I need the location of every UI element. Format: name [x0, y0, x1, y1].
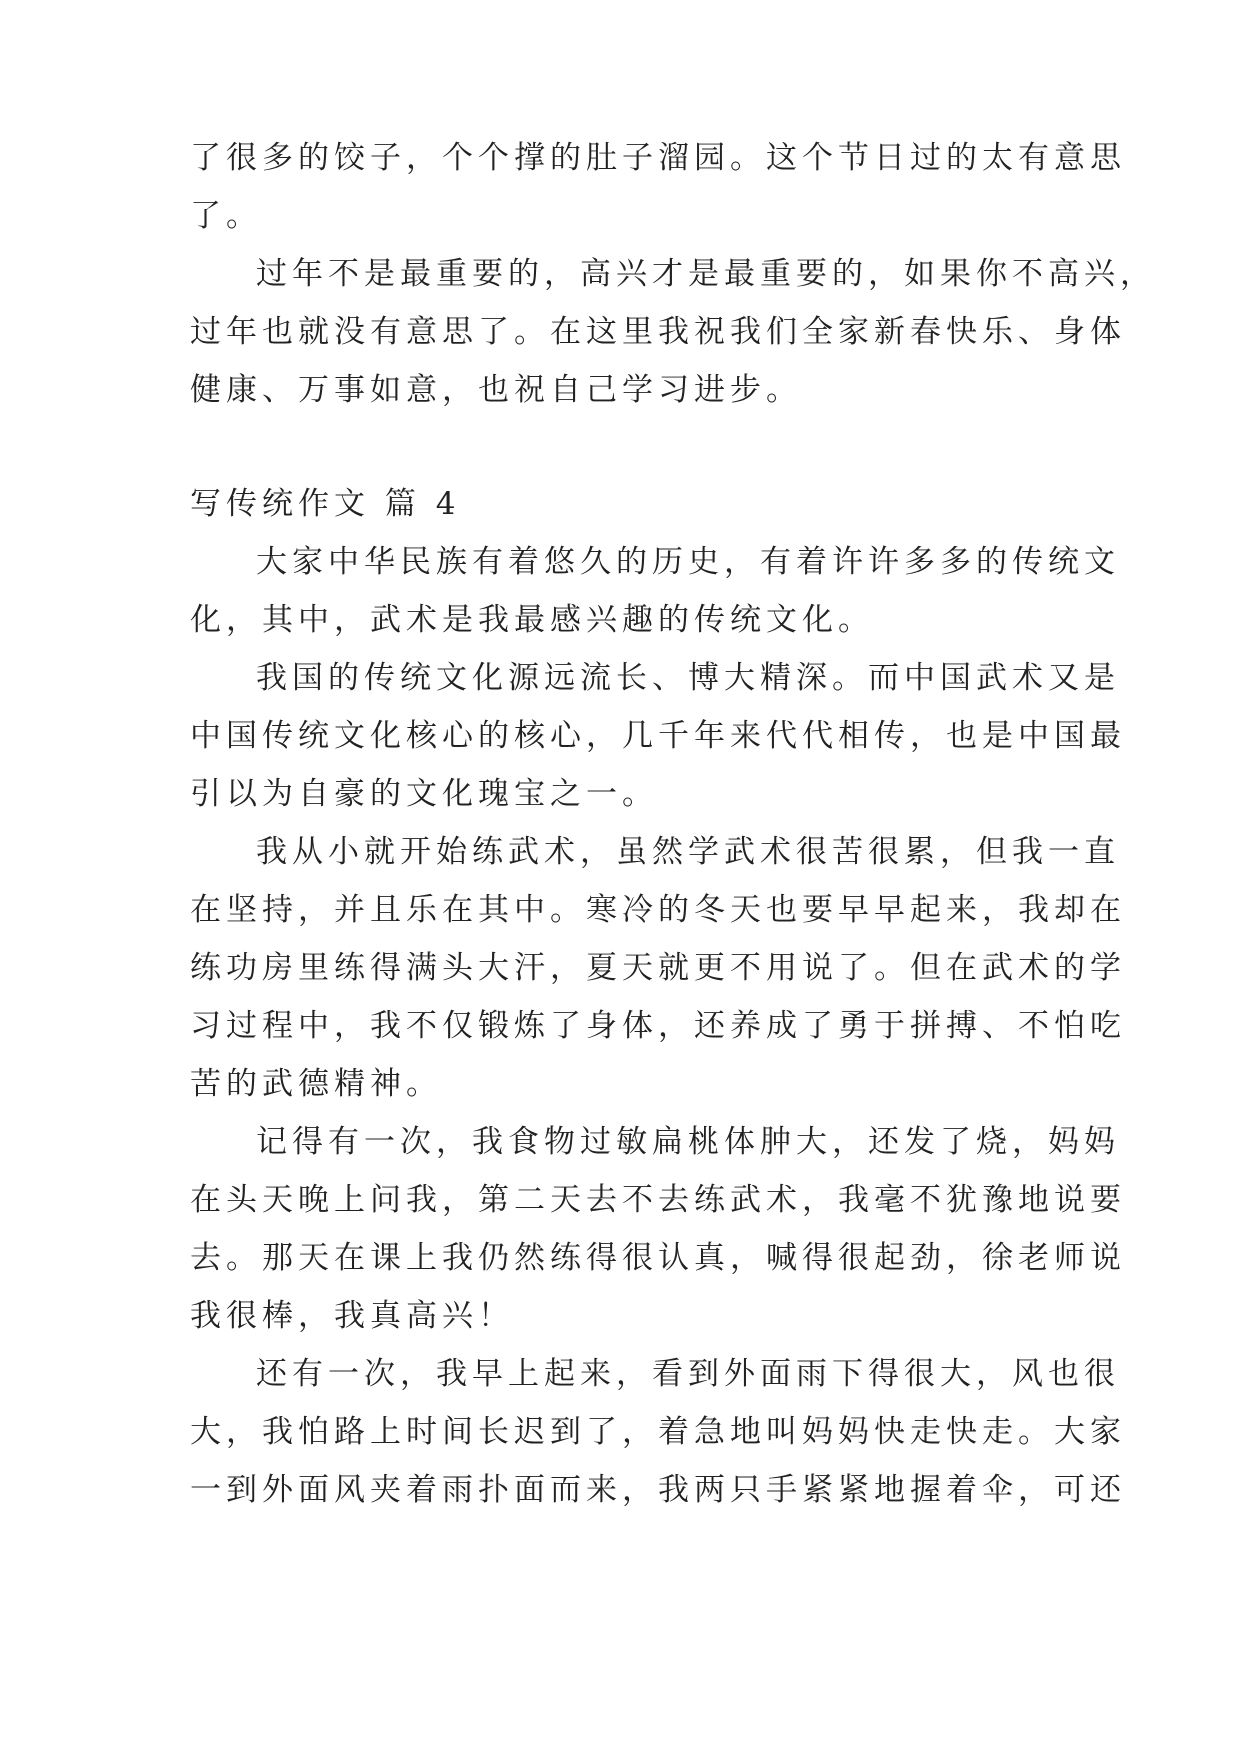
text-line: 过年也就没有意思了。在这里我祝我们全家新春快乐、身体 — [190, 314, 1126, 350]
text-line: 中国传统文化核心的核心，几千年来代代相传，也是中国最 — [190, 718, 1126, 754]
line-wrapper — [190, 1345, 1120, 1403]
line-wrapper — [190, 361, 1052, 419]
section-heading: 写传统作文 篇 4 — [190, 486, 461, 522]
text-line: 引以为自豪的文化瑰宝之一。 — [190, 776, 658, 812]
line-wrapper — [190, 129, 1126, 187]
text-line: 去。那天在课上我仍然练得很认真，喊得很起劲，徐老师说 — [190, 1240, 1126, 1276]
line-wrapper — [190, 1171, 1126, 1229]
text-line: 过年不是最重要的，高兴才是最重要的，如果你不高兴， — [256, 256, 1156, 292]
text-line: 苦的武德精神。 — [190, 1066, 442, 1102]
line-wrapper — [190, 939, 1126, 997]
text-line: 记得有一次，我食物过敏扁桃体肿大，还发了烧，妈妈 — [256, 1124, 1120, 1160]
line-wrapper — [190, 475, 1052, 533]
text-line: 在坚持，并且乐在其中。寒冷的冬天也要早早起来，我却在 — [190, 892, 1126, 928]
text-line: 了。 — [190, 198, 262, 234]
text-line: 还有一次，我早上起来，看到外面雨下得很大，风也很 — [256, 1356, 1120, 1392]
text-line: 我国的传统文化源远流长、博大精深。而中国武术又是 — [256, 660, 1120, 696]
text-line: 我很棒，我真高兴！ — [190, 1298, 514, 1334]
line-wrapper — [190, 1461, 1126, 1519]
line-wrapper — [190, 1113, 1120, 1171]
text-line: 在头天晚上问我，第二天去不去练武术，我毫不犹豫地说要 — [190, 1182, 1126, 1218]
text-line: 习过程中，我不仅锻炼了身体，还养成了勇于拼搏、不怕吃 — [190, 1008, 1126, 1044]
line-wrapper — [190, 1287, 1052, 1345]
text-line: 一到外面风夹着雨扑面而来，我两只手紧紧地握着伞，可还 — [190, 1472, 1126, 1508]
line-wrapper — [190, 1229, 1126, 1287]
text-line: 化，其中，武术是我最感兴趣的传统文化。 — [190, 602, 874, 638]
text-line: 健康、万事如意，也祝自己学习进步。 — [190, 372, 802, 408]
line-wrapper — [190, 823, 1120, 881]
line-wrapper — [190, 707, 1126, 765]
line-wrapper — [190, 187, 1052, 245]
line-wrapper — [190, 245, 1156, 303]
line-wrapper — [190, 303, 1126, 361]
line-wrapper — [190, 997, 1126, 1055]
text-line: 大家中华民族有着悠久的历史，有着许许多多的传统文 — [256, 544, 1120, 580]
text-line: 练功房里练得满头大汗，夏天就更不用说了。但在武术的学 — [190, 950, 1126, 986]
text-line: 大，我怕路上时间长迟到了，着急地叫妈妈快走快走。大家 — [190, 1414, 1126, 1450]
text-line: 我从小就开始练武术，虽然学武术很苦很累，但我一直 — [256, 834, 1120, 870]
line-wrapper — [190, 1055, 1052, 1113]
text-line: 了很多的饺子，个个撑的肚子溜园。这个节日过的太有意思 — [190, 140, 1126, 176]
line-wrapper — [190, 1403, 1126, 1461]
line-wrapper — [190, 533, 1120, 591]
line-wrapper — [190, 765, 1052, 823]
line-wrapper — [190, 649, 1120, 707]
line-wrapper — [190, 591, 1052, 649]
line-wrapper — [190, 881, 1126, 939]
